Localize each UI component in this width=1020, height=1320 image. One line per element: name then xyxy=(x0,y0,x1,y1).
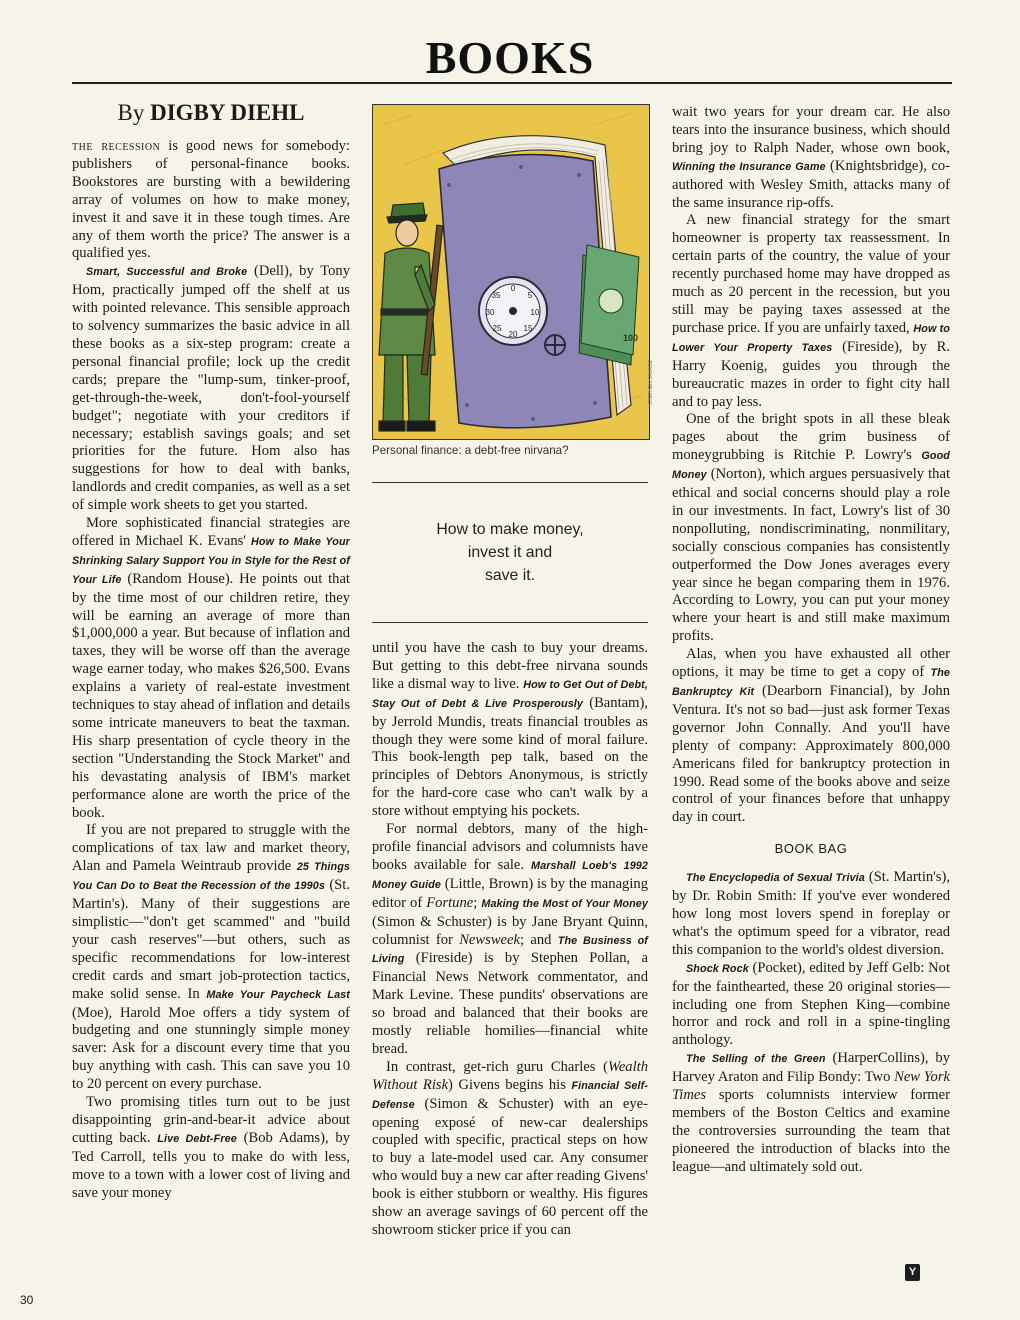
paragraph: until you have the cash to buy your dreams. But getting to this debt-free nirvana sounds like a dismal way to live. How to Get Out of Debt, Stay Out of Debt & Live Prosperously (Bantam), by Jerrold Mundis, treats financial troubles as though they were some kind of moral failure. This book-length pep talk, based on the principles of Debtors Anonymous, is strictly for the hard-core case who can't walk by a store without emptying his pockets. xyxy=(372,640,648,820)
paragraph: Two promising titles turn out to be just disappointing grin-and-bear-it advice about cutting back. Live Debt-Free (Bob Adams), by Ted Carroll, tells you to make do with less, move to a town with a lower cost of living and save your money xyxy=(72,1094,350,1201)
pull-quote-rule-top xyxy=(372,482,648,483)
paragraph: In contrast, get-rich guru Charles (Wealth Without Risk) Givens begins his Financial Self-Defense (Simon & Schuster) with an eye-opening exposé of new-car dealerships coupled with specific, practical steps on how to buy a late-model used car. Any consumer who would buy a new car after reading Givens' book is either stubborn or wealthy. His figures show an average savings of 60 percent off the showroom sticker price if you can xyxy=(372,1058,648,1238)
paragraph: Shock Rock (Pocket), edited by Jeff Gelb: Not for the fainthearted, these 20 original stories—including one from Stephen King—combine horror and rock and roll in a spine-tingling anthology. xyxy=(672,959,950,1049)
paragraph: If you are not prepared to struggle with the complications of tax law and market theory, Alan and Pamela Weintraub provide 25 Things You Can Do to Beat the Recession of the 1990s (St. Martin's). Many of their suggestions are simplistic—"don't get scammed" and "build your cash reserves"—but others, such as specific recommendations for low-interest credit cards and smart job-protection tactics, make solid sense. In Make Your Paycheck Last (Moe), Harold Moe offers a tidy system of budgeting and one stunningly simple money saver: Ask for a discount every time that you buy anything with cash. This can save you 10 to 20 percent on every purchase. xyxy=(72,822,350,1093)
svg-text:35: 35 xyxy=(491,291,501,300)
section-title: BOOKS xyxy=(425,32,595,83)
header-rule xyxy=(72,82,952,84)
paragraph: The Selling of the Green (HarperCollins), by Harvey Araton and Filip Bondy: Two New York Times sports columnists interview former members of the Boston Celtics and examine the controversies surrounding the team that pioneered the introduction of blacks into the league—and ultimately sold out. xyxy=(672,1050,950,1175)
svg-text:0: 0 xyxy=(510,284,516,293)
page-number: 30 xyxy=(20,1293,34,1307)
svg-text:25: 25 xyxy=(492,324,502,333)
illustration-caption: Personal finance: a debt-free nirvana? xyxy=(372,444,569,457)
paragraph: Smart, Successful and Broke (Dell), by Tony Hom, practically jumped off the shelf at us with pointed relevance. This sensible approach to solvency summarizes the basic advice in all these books as a six-step program: create a personal financial profile; lock up the credit cards; prepare the "lump-sum, tinker-proof, get-through-the-week, don't-fool-yourself budget"; negotiate with your creditors if necessary; establish savings goals; and set priorities for the future. Hom also has suggestions for how to deal with banks, landlords and credit companies, as well as a set of simple work sheets to get you started. xyxy=(72,263,350,514)
end-mark-letter: Y xyxy=(908,1266,917,1278)
byline-author: DIGBY DIEHL xyxy=(150,100,305,125)
illustration-book-safe xyxy=(372,104,650,440)
book-bag-heading: BOOK BAG xyxy=(774,841,848,857)
pull-quote xyxy=(372,518,648,587)
pull-quote-line: invest it and xyxy=(467,544,553,561)
article-column-2 xyxy=(372,640,648,1240)
paragraph: One of the bright spots in all these bleak pages about the grim business of moneygrubbing is Ritchie P. Lowry's Good Money (Norton), which argues persuasively that ethical and social concerns should play a role in our investments. In fact, Lowry's list of 30 nonpolluting, nondiscriminating, nonmilitary, socially conscious companies has consistently outperformed the Dow Jones averages every year since he began comparing them in 1976. According to Lowry, you can put your money where your heart is and still make maximum profits. xyxy=(672,411,950,645)
svg-text:10: 10 xyxy=(530,308,540,317)
paragraph: The Encyclopedia of Sexual Trivia (St. Martin's), by Dr. Robin Smith: If you've ever wondered how long most lovers spend in foreplay or what's the optimum speed for a vibrator, read this companion to the world's oldest diversion. xyxy=(672,869,950,958)
svg-text:100: 100 xyxy=(623,333,639,343)
byline-prefix: By xyxy=(117,100,145,125)
paragraph: wait two years for your dream car. He also tears into the insurance business, which should bring joy to Ralph Nader, whose own book, Winning the Insurance Game (Knightsbridge), co-authored with Wesley Smith, attacks many of the same insurance rip-offs. xyxy=(672,104,950,211)
end-mark-icon xyxy=(905,1264,920,1281)
illustration-credit: STEPHEN SAVAGE xyxy=(648,360,654,405)
svg-text:5: 5 xyxy=(527,291,533,300)
paragraph: A new financial strategy for the smart homeowner is property tax reassessment. In certain parts of the country, the value of your recently purchased home may have dropped as much as 20 percent in the recession, but you still may be paying taxes assessed at the purchase price. If you are unfairly taxed, How to Lower Your Property Taxes (Fireside), by R. Harry Koenig, guides you through the bureaucratic mazes in order to fight city hall and to pay less. xyxy=(672,212,950,410)
paragraph: More sophisticated financial strategies are offered in Michael K. Evans' How to Make Your Shrinking Salary Support You in Style for the Rest of Your Life (Random House). He points out that by the time most of our children retire, they will be earning an average of more than $1,000,000 a year. But because of inflation and taxes, they will be worse off than the average wage earner today, who makes $26,500. Evans explains a variety of real-estate investment techniques to stay ahead of inflation and details some intricate maneuvers to beat the taxman. His sharp presentation of cycle theory in the section "Understanding the Stock Market" and his devastating analysis of IBM's market performance alone are worth the price of the book. xyxy=(72,515,350,821)
paragraph: the recession is good news for somebody: publishers of personal-finance books. Bookstores are bursting with a bewildering array of volumes on how to make money, invest it and save it in these tough times. Are any of them worth the price? The answer is a qualified yes. xyxy=(72,138,350,262)
svg-text:30: 30 xyxy=(485,308,495,317)
article-column-3 xyxy=(672,104,950,1177)
article-column-1 xyxy=(72,138,350,1202)
pull-quote-line: save it. xyxy=(484,567,536,584)
svg-text:20: 20 xyxy=(508,330,518,339)
paragraph: Alas, when you have exhausted all other options, it may be time to get a copy of The Bankruptcy Kit (Dearborn Financial), by John Ventura. It's not so bad—just ask former Texas governor John Connally. And you'll have plenty of company: Approximately 800,000 Americans filed for bankruptcy protection in 1990. Read some of the books above and seize control of your finances before that unhappy day in court. xyxy=(672,646,950,826)
pull-quote-line: How to make money, xyxy=(436,521,584,538)
byline xyxy=(72,100,350,126)
paragraph: For normal debtors, many of the high-profile financial advisors and columnists have books available for sale. Marshall Loeb's 1992 Money Guide (Little, Brown) is by the managing editor of Fortune; Making the Most of Your Money (Simon & Schuster) is by Jane Bryant Quinn, columnist for Newsweek; and The Business of Living (Fireside) is by Stephen Pollan, a Financial News Network commentator, and Mark Levine. These pundits' observations are so broad and balanced that their books are mostly reliable homilies—financial white bread. xyxy=(372,821,649,1057)
svg-text:15: 15 xyxy=(523,324,533,333)
pull-quote-rule-bottom xyxy=(372,622,648,623)
